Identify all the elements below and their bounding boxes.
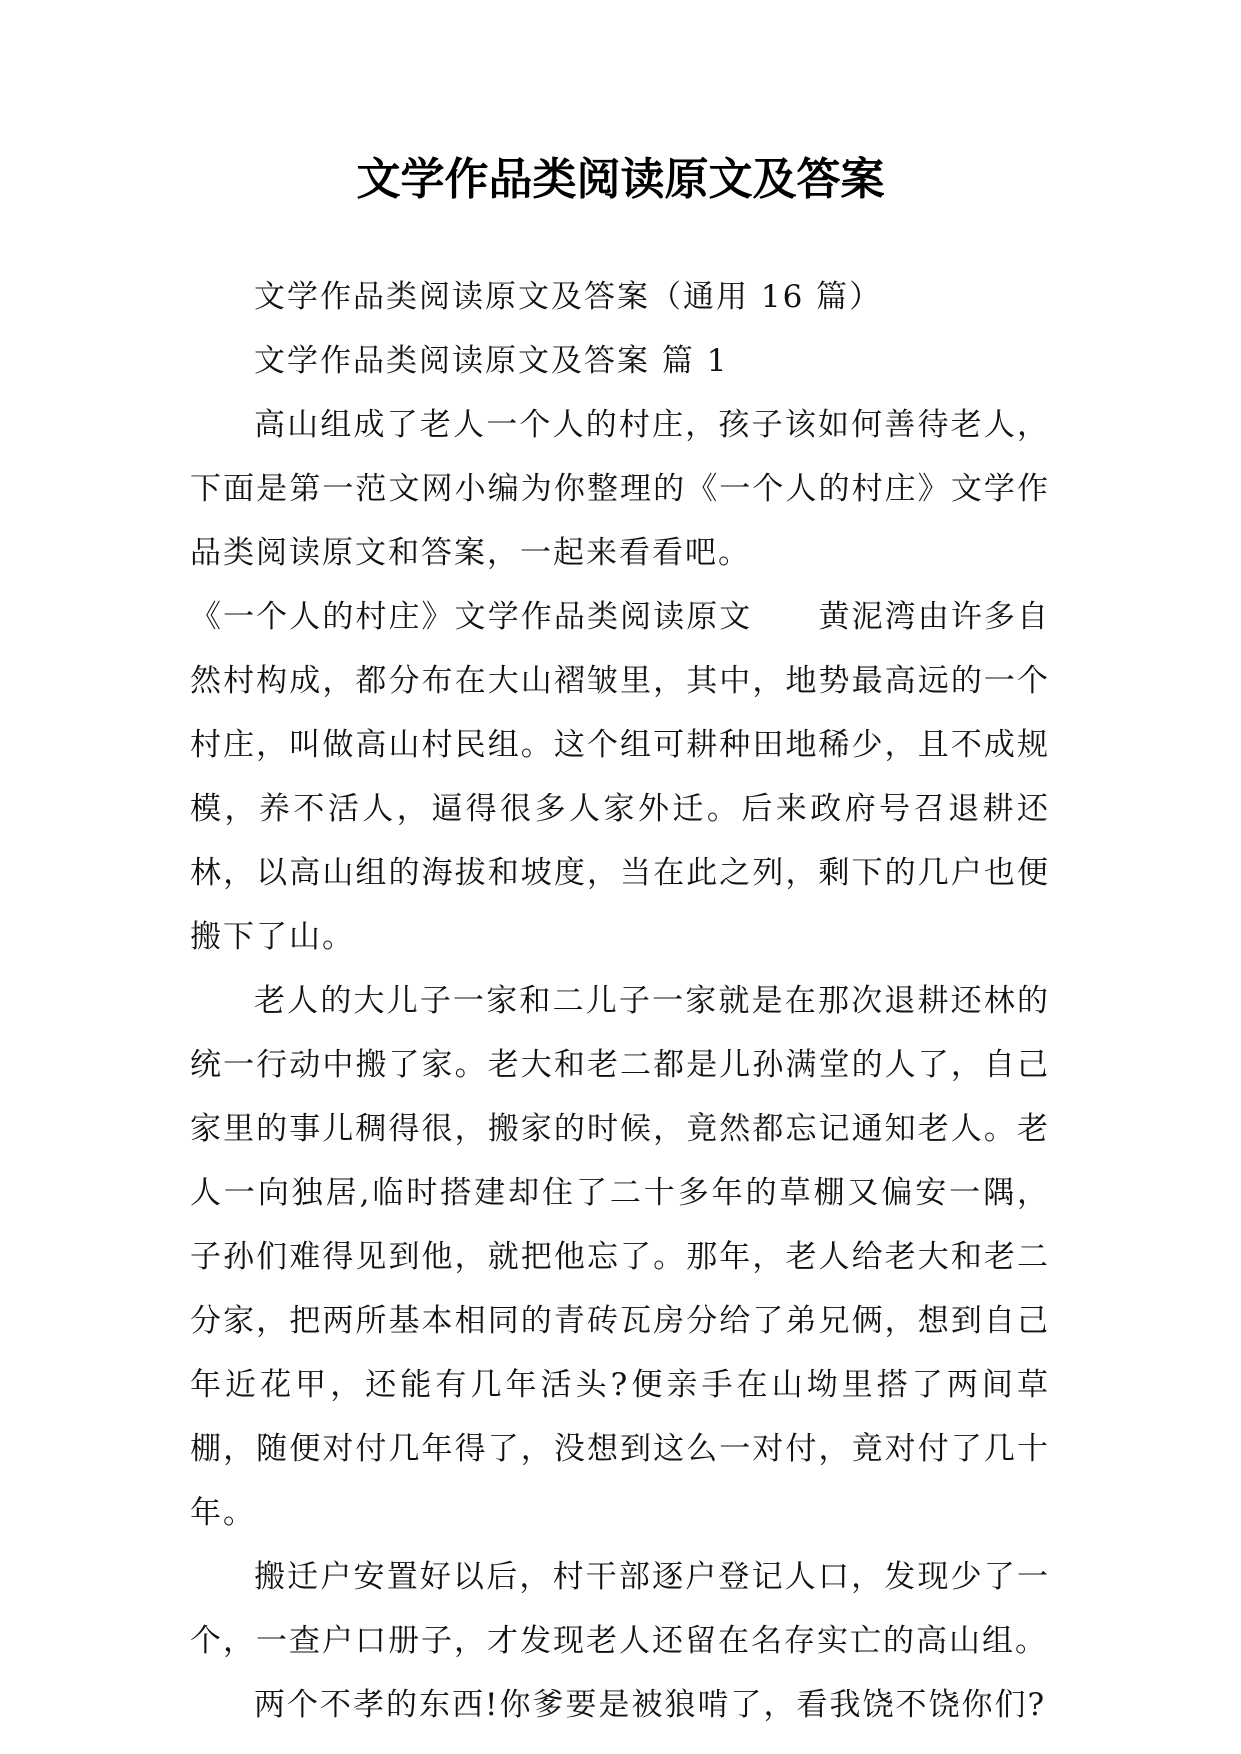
document-title: 文学作品类阅读原文及答案	[356, 154, 885, 205]
paragraph: 搬迁户安置好以后，村干部逐户登记人口，发现少了一个，一查户口册子，才发现老人还留在名存实亡的高山组。	[190, 1559, 1050, 1659]
paragraph: 文学作品类阅读原文及答案 篇 1	[254, 343, 729, 379]
paragraph: 老人的大儿子一家和二儿子一家就是在那次退耕还林的统一行动中搬了家。老大和老二都是儿孙满堂的人了，自己家里的事儿稠得很，搬家的时候，竟然都忘记通知老人。老人一向独居,临时搭建却住了二十多年的草棚又偏安一隅，子孙们难得见到他，就把他忘了。那年，老人给老大和老二分家，把两所基本相同的青砖瓦房分给了弟兄俩，想到自己年近花甲，还能有几年活头?便亲手在山坳里搭了两间草棚，随便对付几年得了，没想到这么一对付，竟对付了几十年。	[190, 983, 1050, 1531]
paragraph: 高山组成了老人一个人的村庄，孩子该如何善待老人，下面是第一范文网小编为你整理的《一个人的村庄》文学作品类阅读原文和答案，一起来看看吧。	[190, 407, 1050, 571]
paragraph: 文学作品类阅读原文及答案（通用 16 篇）	[254, 279, 883, 315]
paragraph: 两个不孝的东西!你爹要是被狼啃了，看我饶不饶你们?	[254, 1687, 1047, 1723]
document-body	[190, 265, 1050, 1737]
paragraph: 《一个人的村庄》文学作品类阅读原文 黄泥湾由许多自然村构成，都分布在大山褶皱里，其中，地势最高远的一个村庄，叫做高山村民组。这个组可耕种田地稀少，且不成规模，养不活人，逼得很多人家外迁。后来政府号召退耕还林，以高山组的海拔和坡度，当在此之列，剩下的几户也便搬下了山。	[190, 599, 1050, 955]
